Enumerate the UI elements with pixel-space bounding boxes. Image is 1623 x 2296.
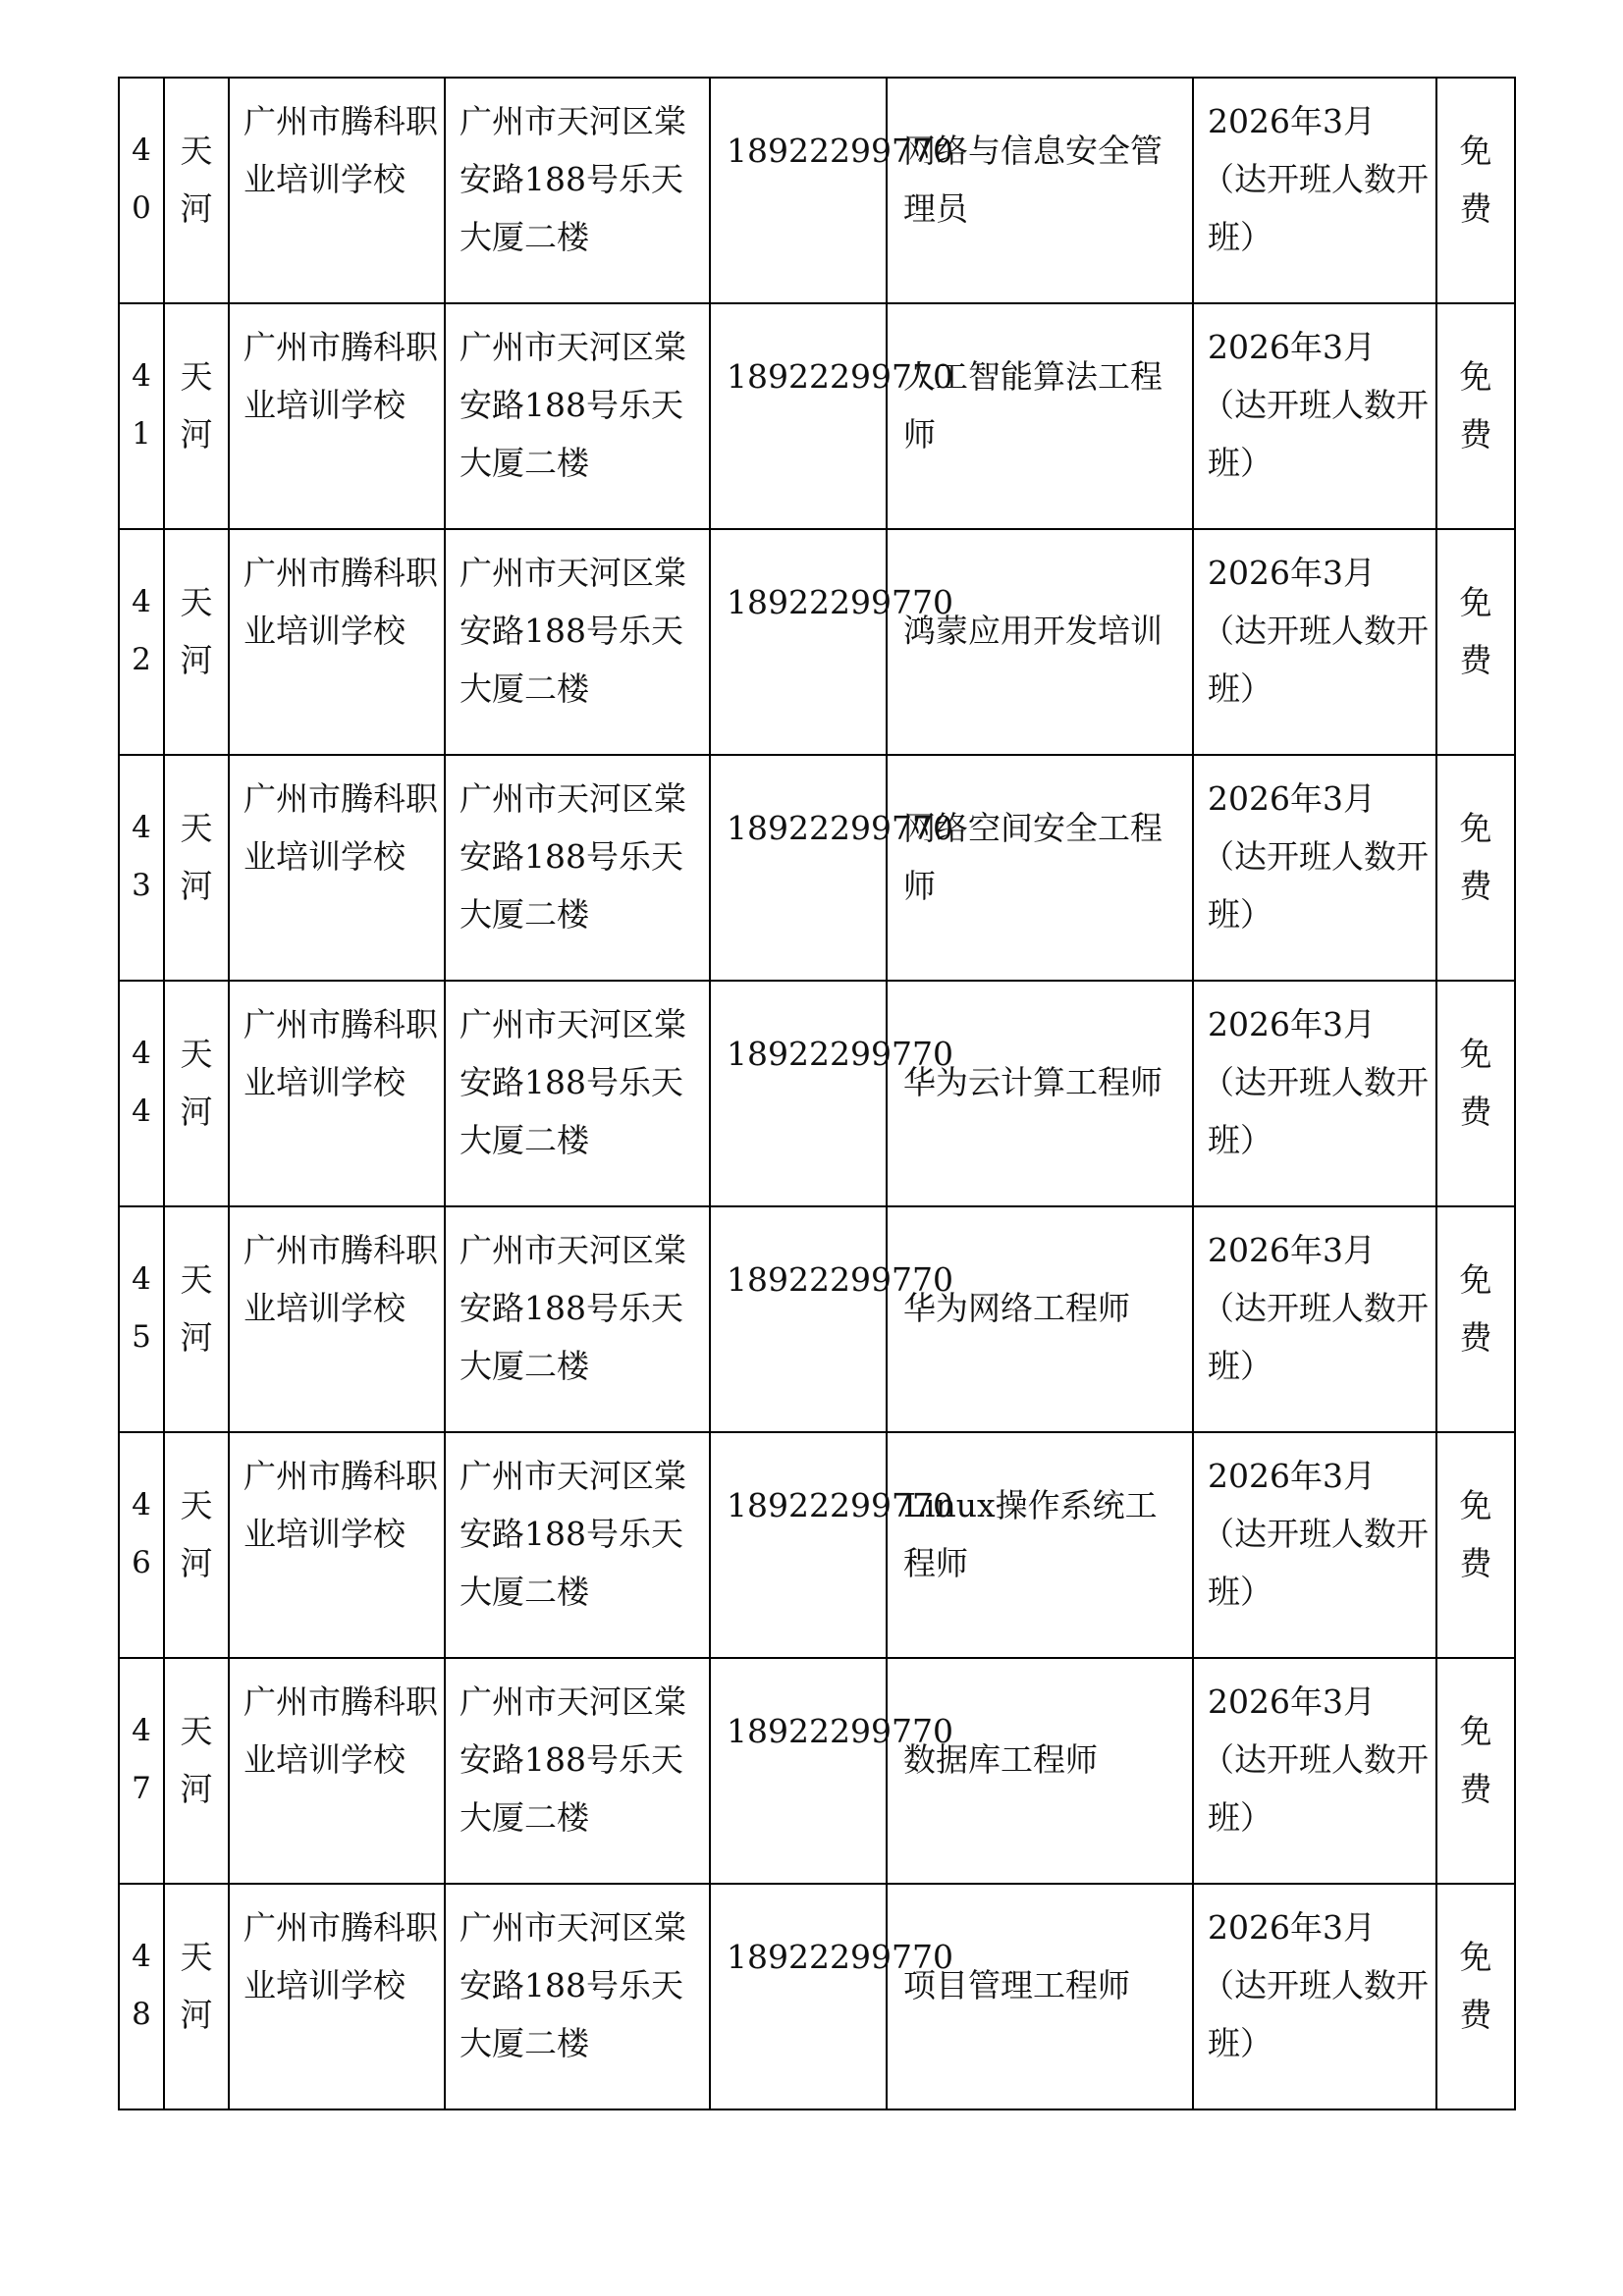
school-name: 广州市腾科职业培训学校	[243, 328, 438, 424]
school-address: 广州市天河区棠安路188号乐天大厦二楼	[460, 1682, 686, 1837]
school-cell	[229, 981, 445, 1206]
course-cell	[887, 78, 1193, 303]
district-cell	[164, 1884, 229, 2109]
fee-cell	[1436, 1658, 1515, 1884]
fee-cell	[1436, 1432, 1515, 1658]
glyph: 7	[132, 1771, 151, 1806]
district	[165, 1207, 228, 1366]
school-cell	[229, 1884, 445, 2109]
glyph: 免	[1459, 1486, 1492, 1524]
glyph: 费	[1459, 867, 1492, 905]
date-cell	[1193, 529, 1436, 755]
start-date: 2026年3月	[1208, 1457, 1376, 1495]
phone-cell	[710, 529, 953, 755]
row-number	[120, 530, 163, 689]
table-row	[119, 78, 1515, 303]
course-cell	[887, 1206, 1193, 1432]
course-cell	[887, 1658, 1193, 1884]
course-name: 鸿蒙应用开发培训	[903, 612, 1163, 650]
school-name: 广州市腾科职业培训学校	[243, 779, 438, 876]
date-block	[1194, 756, 1435, 943]
district	[165, 79, 228, 238]
phone-cell	[710, 1432, 953, 1658]
fee	[1437, 1433, 1514, 1592]
table-row	[119, 1884, 1515, 2109]
training-schedule-table	[118, 77, 1516, 2110]
glyph: 费	[1459, 1093, 1492, 1131]
fee	[1437, 756, 1514, 915]
row-number-cell	[119, 755, 164, 981]
date-note: （达开班人数开班）	[1202, 1966, 1429, 2062]
school-name: 广州市腾科职业培训学校	[243, 1908, 438, 2004]
phone-cell	[710, 981, 953, 1206]
glyph: 河	[180, 1770, 213, 1808]
school-cell	[229, 303, 445, 529]
phone-cell	[710, 755, 953, 981]
course-cell	[887, 981, 1193, 1206]
phone-number: 18922299770	[727, 132, 953, 170]
glyph: 免	[1459, 1938, 1492, 1976]
school-name: 广州市腾科职业培训学校	[243, 554, 438, 650]
glyph: 河	[180, 867, 213, 905]
start-date: 2026年3月	[1208, 1005, 1376, 1043]
district	[165, 304, 228, 463]
row-number-cell	[119, 1432, 164, 1658]
date-block	[1194, 79, 1435, 266]
school-cell	[229, 1432, 445, 1658]
glyph: 天	[180, 132, 213, 170]
glyph: 4	[132, 1713, 151, 1748]
phone-number: 18922299770	[727, 1938, 953, 1976]
date-cell	[1193, 1432, 1436, 1658]
glyph: 免	[1459, 132, 1492, 170]
glyph: 6	[132, 1545, 151, 1580]
glyph: 4	[132, 1939, 151, 1974]
phone-cell	[710, 1658, 953, 1884]
phone-cell	[710, 1206, 953, 1432]
glyph: 费	[1459, 641, 1492, 679]
row-number-cell	[119, 303, 164, 529]
table-row	[119, 529, 1515, 755]
fee	[1437, 304, 1514, 463]
course-name: 华为网络工程师	[903, 1289, 1130, 1327]
row-number	[120, 1433, 163, 1592]
glyph: 费	[1459, 1318, 1492, 1357]
course-cell	[887, 1432, 1193, 1658]
glyph: 4	[132, 1261, 151, 1297]
glyph: 4	[132, 810, 151, 845]
date-note: （达开班人数开班）	[1202, 1515, 1429, 1611]
district	[165, 530, 228, 689]
address-cell	[445, 1432, 710, 1658]
glyph: 3	[132, 868, 151, 903]
district	[165, 1433, 228, 1592]
glyph: 4	[132, 1094, 151, 1129]
district-cell	[164, 78, 229, 303]
school-name: 广州市腾科职业培训学校	[243, 1231, 438, 1327]
school-address: 广州市天河区棠安路188号乐天大厦二楼	[460, 1005, 686, 1159]
glyph: 费	[1459, 189, 1492, 228]
glyph: 河	[180, 1996, 213, 2034]
glyph: 4	[132, 358, 151, 394]
glyph: 天	[180, 357, 213, 396]
course-cell	[887, 303, 1193, 529]
school-address: 广州市天河区棠安路188号乐天大厦二楼	[460, 1908, 686, 2062]
glyph: 0	[132, 190, 151, 226]
glyph: 河	[180, 641, 213, 679]
date-cell	[1193, 78, 1436, 303]
phone-number: 18922299770	[727, 583, 953, 621]
phone-number: 18922299770	[727, 1486, 953, 1524]
address-cell	[445, 78, 710, 303]
fee	[1437, 1885, 1514, 2044]
fee-cell	[1436, 1206, 1515, 1432]
glyph: 5	[132, 1319, 151, 1355]
course-name: 人工智能算法工程师	[903, 357, 1163, 454]
glyph: 天	[180, 809, 213, 847]
school-cell	[229, 529, 445, 755]
course-name: 数据库工程师	[903, 1740, 1098, 1779]
glyph: 费	[1459, 1544, 1492, 1582]
row-number-cell	[119, 529, 164, 755]
school-cell	[229, 1658, 445, 1884]
table-row	[119, 1432, 1515, 1658]
school-address: 广州市天河区棠安路188号乐天大厦二楼	[460, 779, 686, 934]
school-address: 广州市天河区棠安路188号乐天大厦二楼	[460, 1457, 686, 1611]
date-cell	[1193, 303, 1436, 529]
school-cell	[229, 755, 445, 981]
table-row	[119, 755, 1515, 981]
table-row	[119, 303, 1515, 529]
glyph: 1	[132, 416, 151, 452]
date-note: （达开班人数开班）	[1202, 1289, 1429, 1385]
school-name: 广州市腾科职业培训学校	[243, 1457, 438, 1553]
glyph: 天	[180, 1035, 213, 1073]
course-name: 项目管理工程师	[903, 1966, 1130, 2004]
fee-cell	[1436, 981, 1515, 1206]
row-number	[120, 1659, 163, 1818]
start-date: 2026年3月	[1208, 102, 1376, 140]
start-date: 2026年3月	[1208, 1231, 1376, 1269]
glyph: 8	[132, 1997, 151, 2032]
phone-number: 18922299770	[727, 1035, 953, 1073]
glyph: 免	[1459, 357, 1492, 396]
district	[165, 982, 228, 1141]
course-cell	[887, 1884, 1193, 2109]
fee-cell	[1436, 755, 1515, 981]
table-row	[119, 1206, 1515, 1432]
address-cell	[445, 1206, 710, 1432]
school-name: 广州市腾科职业培训学校	[243, 102, 438, 198]
phone-number: 18922299770	[727, 1712, 953, 1750]
school-address: 广州市天河区棠安路188号乐天大厦二楼	[460, 554, 686, 708]
row-number-cell	[119, 1206, 164, 1432]
date-note: （达开班人数开班）	[1202, 386, 1429, 482]
course-name: 华为云计算工程师	[903, 1063, 1163, 1101]
school-address: 广州市天河区棠安路188号乐天大厦二楼	[460, 102, 686, 256]
fee-cell	[1436, 1884, 1515, 2109]
district-cell	[164, 1206, 229, 1432]
start-date: 2026年3月	[1208, 554, 1376, 592]
district-cell	[164, 755, 229, 981]
district	[165, 756, 228, 915]
fee	[1437, 982, 1514, 1141]
phone-number: 18922299770	[727, 809, 953, 847]
address-cell	[445, 303, 710, 529]
address-cell	[445, 529, 710, 755]
district-cell	[164, 1432, 229, 1658]
date-note: （达开班人数开班）	[1202, 612, 1429, 708]
start-date: 2026年3月	[1208, 1908, 1376, 1947]
date-block	[1194, 304, 1435, 492]
phone-number: 18922299770	[727, 1260, 953, 1299]
address-cell	[445, 1884, 710, 2109]
glyph: 费	[1459, 1996, 1492, 2034]
start-date: 2026年3月	[1208, 779, 1376, 818]
glyph: 4	[132, 1036, 151, 1071]
fee-cell	[1436, 78, 1515, 303]
fee	[1437, 530, 1514, 689]
row-number	[120, 756, 163, 915]
fee	[1437, 1659, 1514, 1818]
glyph: 河	[180, 1093, 213, 1131]
glyph: 天	[180, 583, 213, 621]
address-cell	[445, 1658, 710, 1884]
district-cell	[164, 981, 229, 1206]
date-block	[1194, 1659, 1435, 1846]
glyph: 河	[180, 189, 213, 228]
date-cell	[1193, 1658, 1436, 1884]
date-cell	[1193, 981, 1436, 1206]
date-block	[1194, 982, 1435, 1169]
glyph: 天	[180, 1260, 213, 1299]
glyph: 河	[180, 415, 213, 454]
district	[165, 1659, 228, 1818]
row-number	[120, 79, 163, 238]
fee	[1437, 79, 1514, 238]
school-name: 广州市腾科职业培训学校	[243, 1682, 438, 1779]
glyph: 2	[132, 642, 151, 677]
glyph: 河	[180, 1544, 213, 1582]
school-cell	[229, 1206, 445, 1432]
phone-cell	[710, 1884, 953, 2109]
row-number	[120, 1207, 163, 1366]
row-number-cell	[119, 1658, 164, 1884]
start-date: 2026年3月	[1208, 1682, 1376, 1721]
date-note: （达开班人数开班）	[1202, 837, 1429, 934]
course-name: 网络空间安全工程师	[903, 809, 1163, 905]
fee-cell	[1436, 303, 1515, 529]
glyph: 天	[180, 1486, 213, 1524]
course-name: 网络与信息安全管理员	[903, 132, 1163, 228]
row-number	[120, 1885, 163, 2044]
glyph: 免	[1459, 1712, 1492, 1750]
row-number-cell	[119, 981, 164, 1206]
glyph: 免	[1459, 809, 1492, 847]
district-cell	[164, 303, 229, 529]
fee-cell	[1436, 529, 1515, 755]
school-name: 广州市腾科职业培训学校	[243, 1005, 438, 1101]
table-body	[119, 78, 1515, 2109]
address-cell	[445, 981, 710, 1206]
address-cell	[445, 755, 710, 981]
course-cell	[887, 529, 1193, 755]
date-cell	[1193, 1884, 1436, 2109]
district	[165, 1885, 228, 2044]
school-address: 广州市天河区棠安路188号乐天大厦二楼	[460, 1231, 686, 1385]
glyph: 天	[180, 1938, 213, 1976]
start-date: 2026年3月	[1208, 328, 1376, 366]
fee	[1437, 1207, 1514, 1366]
district-cell	[164, 1658, 229, 1884]
glyph: 天	[180, 1712, 213, 1750]
date-block	[1194, 1433, 1435, 1621]
table-row	[119, 981, 1515, 1206]
date-block	[1194, 1885, 1435, 2072]
row-number-cell	[119, 78, 164, 303]
row-number-cell	[119, 1884, 164, 2109]
glyph: 免	[1459, 583, 1492, 621]
glyph: 河	[180, 1318, 213, 1357]
course-name: Linux操作系统工程师	[903, 1486, 1158, 1582]
phone-cell	[710, 303, 953, 529]
phone-cell	[710, 78, 953, 303]
date-cell	[1193, 1206, 1436, 1432]
school-cell	[229, 78, 445, 303]
glyph: 4	[132, 584, 151, 619]
date-block	[1194, 530, 1435, 718]
glyph: 免	[1459, 1035, 1492, 1073]
date-note: （达开班人数开班）	[1202, 160, 1429, 256]
course-cell	[887, 755, 1193, 981]
glyph: 费	[1459, 415, 1492, 454]
glyph: 4	[132, 1487, 151, 1522]
glyph: 4	[132, 133, 151, 168]
school-address: 广州市天河区棠安路188号乐天大厦二楼	[460, 328, 686, 482]
row-number	[120, 304, 163, 463]
phone-number: 18922299770	[727, 357, 953, 396]
date-block	[1194, 1207, 1435, 1395]
date-cell	[1193, 755, 1436, 981]
row-number	[120, 982, 163, 1141]
table-row	[119, 1658, 1515, 1884]
glyph: 费	[1459, 1770, 1492, 1808]
district-cell	[164, 529, 229, 755]
glyph: 免	[1459, 1260, 1492, 1299]
date-note: （达开班人数开班）	[1202, 1740, 1429, 1837]
date-note: （达开班人数开班）	[1202, 1063, 1429, 1159]
